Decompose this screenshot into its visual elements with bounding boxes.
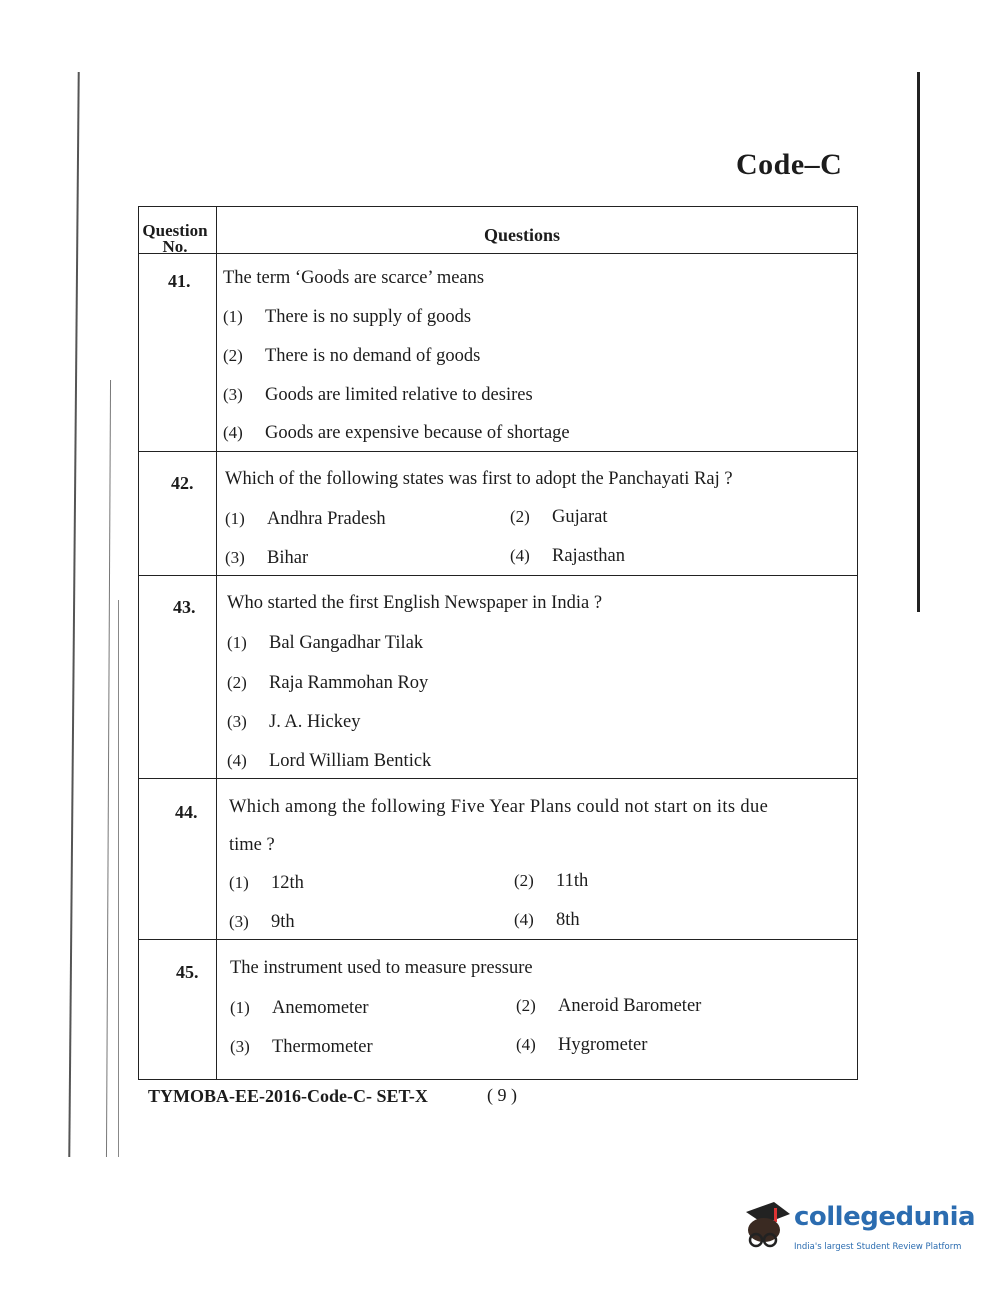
option-text: Bal Gangadhar Tilak [269,633,424,653]
option-text: Bihar [267,548,309,568]
question-text: The term ‘Goods are scarce’ means [223,268,485,288]
option-number: (2) [223,346,243,365]
option-text: 9th [271,912,295,932]
option-number: (4) [227,751,247,770]
logo-tagline: India's largest Student Review Platform [794,1242,962,1252]
option [516,1035,647,1056]
question-number: 44. [175,802,198,822]
option-text: Thermometer [272,1037,373,1057]
option [516,996,701,1017]
option-number: (3) [229,912,249,931]
option [510,546,625,567]
option [225,509,386,530]
collegedunia-logo [738,1198,976,1258]
option [225,548,308,569]
row-divider [139,451,857,452]
option-text: Aneroid Barometer [558,996,702,1016]
question-text-line1: Which among the following Five Year Plans could not start on its due [229,797,769,817]
row-divider [139,778,857,779]
option [227,751,431,772]
option [229,912,295,933]
option-text: Goods are limited relative to desires [265,385,533,405]
header-questions: Questions [484,225,561,245]
row-divider [139,575,857,576]
option-number: (3) [223,385,243,404]
question-number: 41. [168,271,191,291]
option [223,346,480,367]
option-number: (2) [516,996,536,1015]
question-text-line2: time ? [229,835,275,855]
option [510,507,607,528]
option-text: Goods are expensive because of shortage [265,423,570,443]
question-number: 43. [173,597,196,617]
option-number: (2) [514,871,534,890]
option-text: 8th [556,910,580,930]
option-number: (1) [229,873,249,892]
column-divider [216,207,217,1079]
header-question-label: Question [142,221,208,240]
option-text: Gujarat [552,507,608,527]
option-number: (2) [510,507,530,526]
option [229,873,304,894]
question-text: Which of the following states was first to adopt the Panchayati Raj ? [225,469,733,489]
option-number: (2) [227,673,247,692]
option-text: Anemometer [272,998,369,1018]
option-number: (3) [230,1037,250,1056]
option [223,307,471,328]
question-table [138,206,858,1080]
option-text: There is no supply of goods [265,307,472,327]
option-text: J. A. Hickey [269,712,361,732]
footer-exam-code: TYMOBA-EE-2016-Code-C- SET-X [148,1086,428,1106]
mascot-icon [738,1198,794,1258]
scan-edge-left-inner-2 [118,600,119,1157]
header-divider [139,253,857,254]
option-text: There is no demand of goods [265,346,481,366]
option-number: (4) [223,423,243,442]
logo-brand: collegedunia [794,1202,976,1232]
option-number: (4) [514,910,534,929]
option-text: Lord William Bentick [269,751,432,771]
option-number: (4) [510,546,530,565]
option-number: (1) [227,633,247,652]
option-text: Raja Rammohan Roy [269,673,429,693]
option-number: (4) [516,1035,536,1054]
question-text: Who started the first English Newspaper in India ? [227,593,603,613]
option-number: (1) [225,509,245,528]
header-no-label: No. [162,237,188,256]
question-text: The instrument used to measure pressure [230,958,533,978]
header-question-no [140,223,210,255]
option-number: (1) [223,307,243,326]
option [514,910,580,931]
footer-page-number: ( 9 ) [487,1085,517,1105]
option [230,1037,373,1058]
option-text: Andhra Pradesh [267,509,386,529]
option-number: (3) [225,548,245,567]
option [514,871,588,892]
option-text: Rajasthan [552,546,625,566]
option [227,673,428,694]
question-number: 45. [176,962,199,982]
option-text: 12th [271,873,304,893]
scan-edge-right [917,72,920,612]
option-text: 11th [556,871,589,891]
row-divider [139,939,857,940]
scan-edge-left-inner [106,380,111,1157]
option [227,633,423,654]
option-number: (1) [230,998,250,1017]
question-number: 42. [171,473,194,493]
option [230,998,369,1019]
option [227,712,360,733]
scan-edge-left [68,72,79,1157]
option-text: Hygrometer [558,1035,648,1055]
code-title: Code–C [736,148,843,181]
option [223,385,533,406]
option-number: (3) [227,712,247,731]
option [223,423,570,444]
